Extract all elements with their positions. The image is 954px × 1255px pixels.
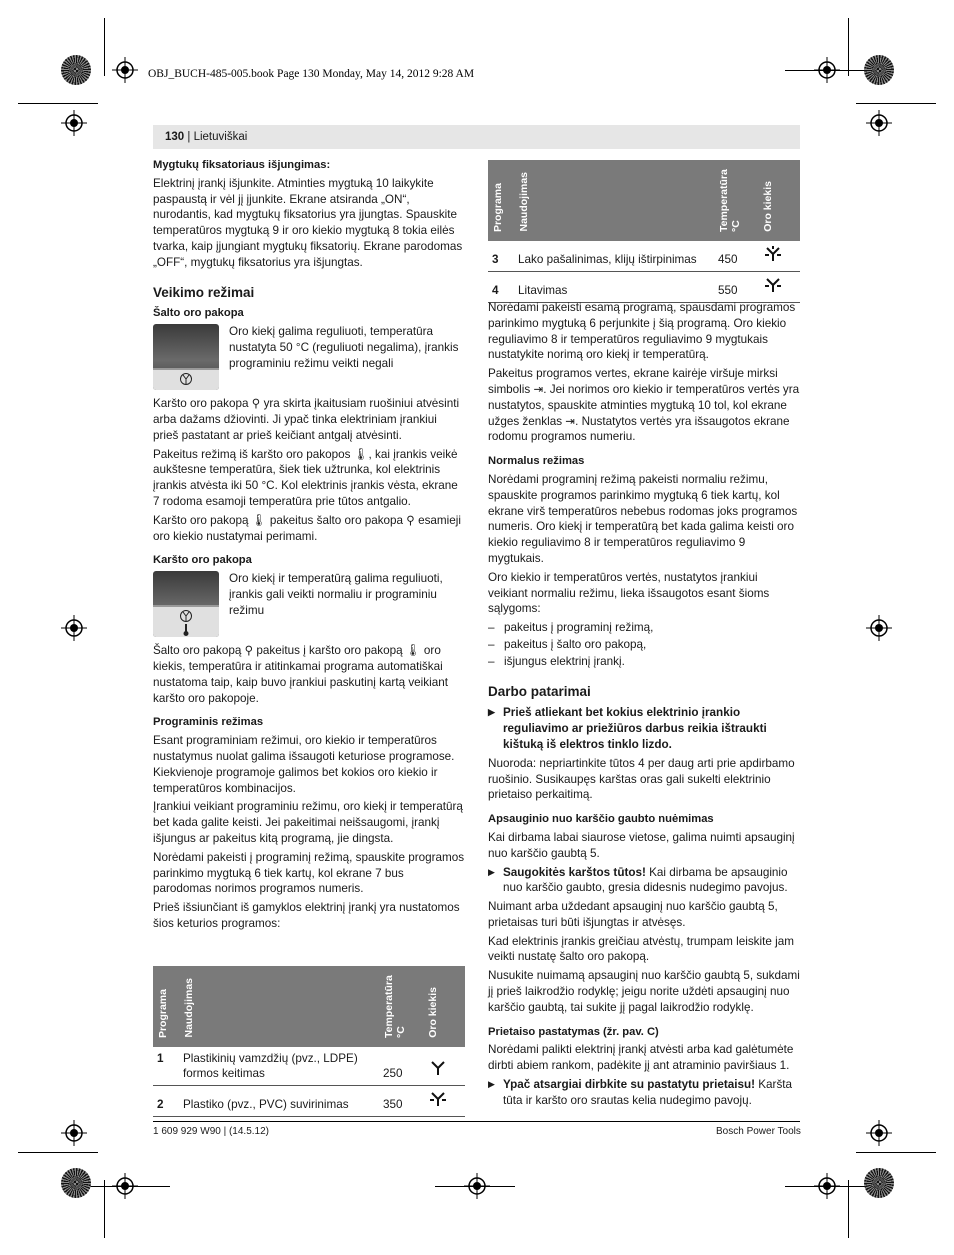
header-language: Lietuviškai [193, 131, 248, 143]
registration-mark [112, 1173, 138, 1199]
cold-p3: Karšto oro pakopą 🌡 pakeitus šalto oro pakopa ⚲ esamieji oro kiekio nustatymai perimami. [153, 513, 461, 543]
modes-title: Veikimo režimai [153, 284, 255, 300]
normal-p1: Norėdami programinį režimą pakeisti normaliu režimu, spauskite programos parinkimo mygtuką 6 tiek kartų, kol ekrane virš temperatūros nebebus rodomas joks programos numeris. Oro kiekį ir temperatūrą bet kada galima keisti oro kiekio reguliavimo 8 ir temperatūros reguliavimo 9 mygtukais. [488, 472, 798, 565]
table-row: 3 Lako pašalinimas, klijų ištirpinimas 450 [488, 241, 800, 272]
air-level-1-icon [427, 1059, 449, 1077]
right-column [488, 300, 800, 1112]
cold-figure-text: Oro kiekį galima reguliuoti, temperatūra nustatyta 50 °C (reguliuoti negalima), įrankis programiniu režimu veikti negali [229, 325, 459, 370]
registration-mark [814, 57, 840, 83]
air-level-2-icon [427, 1090, 449, 1108]
cold-p2: Pakeitus režimą iš karšto oro pakopos 🌡, kai įrankis veikė aukštesne temperatūra, šiek tiek užtrunka, kol elektrinis įrankis atvėsta iki 50 °C. Kol elektrinis įrankis vėsta, ekrane 7 rodoma esamoji temperatūra prie tūtos antgalio. [153, 447, 458, 508]
th-program: Programa [492, 182, 504, 232]
registration-mark [61, 615, 87, 641]
stand-p1: Norėdami palikti elektrinį įrankį atvėsti arba kad galėtumėte dirbti abiem rankom, padėkite jį ant atraminio paviršiaus 1. [488, 1043, 794, 1073]
th-temp: Temperatūra °C [383, 975, 407, 1038]
list-item: – pakeitus į šalto oro pakopą, [488, 637, 800, 653]
fan-icon [178, 372, 194, 386]
tips-title: Darbo patarimai [488, 683, 591, 699]
table-row: 2 Plastiko (pvz., PVC) suvirinimas 350 [153, 1086, 465, 1117]
air-level-3-icon [762, 245, 784, 263]
prog-title: Programinis režimas [153, 716, 264, 729]
guard-p1: Kai dirbama labai siaurose vietose, galima nuimti apsauginį nuo karščio gaubtą 5. [488, 830, 795, 860]
prog-p1: Esant programiniam režimui, oro kiekio ir temperatūros nustatymus nuolat galima išsaugoti keturiose programose. Kiekvienoje programoje galimos bet kokios oro kiekio ir temperatūros kombinacijos. [153, 734, 455, 795]
job-line: OBJ_BUCH-485-005.book Page 130 Monday, May 14, 2012 9:28 AM [148, 68, 475, 80]
registration-mark [866, 1120, 892, 1146]
th-temp: Temperatūra °C [718, 169, 742, 232]
prog-p3: Norėdami pakeisti į programinį režimą, spauskite programos parinkimo mygtuką 6 tiek kartų, kol ekrane 7 bus parodomas norimos programos numeris. [153, 850, 465, 896]
footer-rule [153, 1121, 800, 1122]
color-target-disk [61, 55, 91, 85]
list-item: – išjungus elektrinį įrankį. [488, 654, 800, 670]
table-row: 4 Litavimas 550 [488, 272, 800, 303]
th-program: Programa [157, 988, 169, 1038]
cold-figure [153, 324, 465, 390]
color-target-disk [864, 55, 894, 85]
warning-unplug: ▶ Prieš atliekant bet kokius elektrinio įrankio reguliavimo ar priežiūros darbus reikia ištraukti kištuką iš elektros tinklo lizdo. [488, 705, 800, 752]
left-column [153, 158, 465, 935]
hot-figure-text: Oro kiekį ir temperatūrą galima reguliuoti, įrankis gali veikti normaliu ir programiniu režimu [229, 572, 443, 617]
table-header-row [488, 160, 800, 241]
registration-mark [112, 57, 138, 83]
table-header-row [153, 966, 465, 1047]
warning-hot-nozzle: ▶ Saugokitės karštos tūtos! Kai dirbama be apsauginio nuo karščio gaubto, gresia didesnis nudegimo pavojus. [488, 865, 800, 897]
guard-title: Apsauginio nuo karščio gaubto nuėmimas [488, 813, 714, 826]
right-p1: Norėdami pakeisti esamą programą, spausdami programos parinkimo mygtuką 6 perjunkite į šią programą. Oro kiekio reguliavimo 8 ir temperatūros reguliavimo 9 mygtukais nustatykite norimą oro kiekį ir temperatūrą. [488, 301, 796, 362]
lock-text: Elektrinį įrankį išjunkite. Atminties mygtuką 10 laikykite paspaustą ir vėl jį įjunkite. Ekrane atsiranda „ON“, nurodantis, kad mygtukų fiksatorius yra įjungtas. Spauskite temperatūros mygtuką 9 ir oro kiekio mygtuką 8 tokia eilės tvarka, kaip įjungiant mygtukų fiksatorių. Ekrane parodomas „OFF“, mygtukų fiksatorius yra išjungtas. [153, 176, 463, 269]
prog-p4: Prieš išsiunčiant iš gamyklos elektrinį įrankį yra nustatomos šios keturios programos: [153, 901, 460, 930]
note-text: Nuoroda: nepriartinkite tūtos 4 per daug arti prie apdirbamo ruošinio. Susikaupęs karštas oras gali sukelti elektrinio prietaiso perkaitimą. [488, 756, 795, 802]
hot-title: Karšto oro pakopa [153, 554, 252, 567]
prog-p2: Įrankiui veikiant programiniu režimu, oro kiekį ir temperatūrą bet kada galite keisti. Jei pakeitimai neišsaugomi, įrankį išjungus ar pakeitus kitą programą, jie dingsta. [153, 800, 463, 845]
registration-mark [814, 1173, 840, 1199]
normal-title: Normalus režimas [488, 455, 585, 468]
registration-mark [61, 110, 87, 136]
program-table-right [488, 160, 800, 303]
registration-mark [866, 110, 892, 136]
footer-brand: Bosch Power Tools [716, 1126, 801, 1137]
color-target-disk [61, 1168, 91, 1198]
registration-mark [61, 1120, 87, 1146]
guard-p2: Nuimant arba uždedant apsauginį nuo karščio gaubtą 5, prietaisas turi būti išjungtas ir atvėsęs. [488, 900, 778, 929]
air-level-2-icon [762, 276, 784, 294]
fan-icon [178, 609, 194, 623]
display-panel-image [153, 324, 219, 390]
normal-p2: Oro kiekio ir temperatūros vertės, nustatytos įrankiui veikiant normaliu režimu, lieka išsaugotos esant šioms sąlygoms: [488, 570, 770, 616]
registration-mark [866, 615, 892, 641]
list-item: – pakeitus į programinį režimą, [488, 620, 800, 636]
program-table-left [153, 966, 465, 1117]
cold-title: Šalto oro pakopa [153, 307, 244, 320]
guard-p4: Nusukite nuimamą apsauginį nuo karščio gaubtą 5, sukdami jį prieš laikrodžio rodyklę; jeigu norite uždėti apsauginį nuo karščio gaubtą, tai sukite jį pagal laikrodžio rodyklę. [488, 969, 800, 1014]
right-p2: Pakeitus programos vertes, ekrane kairėje viršuje mirksi simbolis ⇥. Jei norimos oro kiekio ir temperatūros vertės yra nustatytos, spauskite atminties mygtuką 10 tol, kol ekrane užges ženklas ⇥. Nustatytos vertės yra išsaugotos ekrane rodomu programos numeriu. [488, 367, 800, 444]
thermometer-icon [183, 624, 189, 636]
cold-p1: Karšto oro pakopa ⚲ yra skirta įkaitusiam ruošiniui atvėsinti arba dažams džiovinti. Ji ypač tinka elektriniam įrankiui prieš pastatant ar prieš keičiant antgalį atvėsinti. [153, 397, 460, 442]
th-usage: Naudojimas [183, 978, 195, 1038]
hot-p1: Šalto oro pakopą ⚲ pakeitus į karšto oro pakopą 🌡 oro kiekis, temperatūra ir atitinkamai programa automatiškai nustatoma taip, kaip buvo įrankiui paskutinį kartą veikiant karšto oro pakopoje. [153, 644, 448, 705]
registration-mark [464, 1173, 490, 1199]
hot-figure [153, 571, 465, 637]
th-usage: Naudojimas [518, 172, 530, 232]
lock-title: Mygtukų fiksatoriaus išjungimas: [153, 159, 331, 171]
page-number: 130 [165, 131, 185, 143]
guard-p3: Kad elektrinis įrankis greičiau atvėstų, trumpam leiskite jam veikti nustatę šalto oro pakopą. [488, 934, 794, 964]
table-row: 1 Plastikinių vamzdžių (pvz., LDPE) formos keitimas 250 [153, 1047, 465, 1086]
stand-title: Prietaiso pastatymas (žr. pav. C) [488, 1025, 659, 1038]
display-panel-image [153, 571, 219, 637]
page-header [153, 125, 800, 149]
footer-doc-id: 1 609 929 W90 | (14.5.12) [153, 1126, 270, 1137]
warning-standing: ▶ Ypač atsargiai dirbkite su pastatytu prietaisu! Karšta tūta ir karšto oro srautas kelia nudegimo pavojų. [488, 1077, 800, 1109]
color-target-disk [864, 1168, 894, 1198]
header-separator: | [184, 131, 194, 143]
conditions-list [488, 620, 800, 669]
th-air: Oro kiekis [762, 181, 774, 232]
th-air: Oro kiekis [427, 987, 439, 1038]
